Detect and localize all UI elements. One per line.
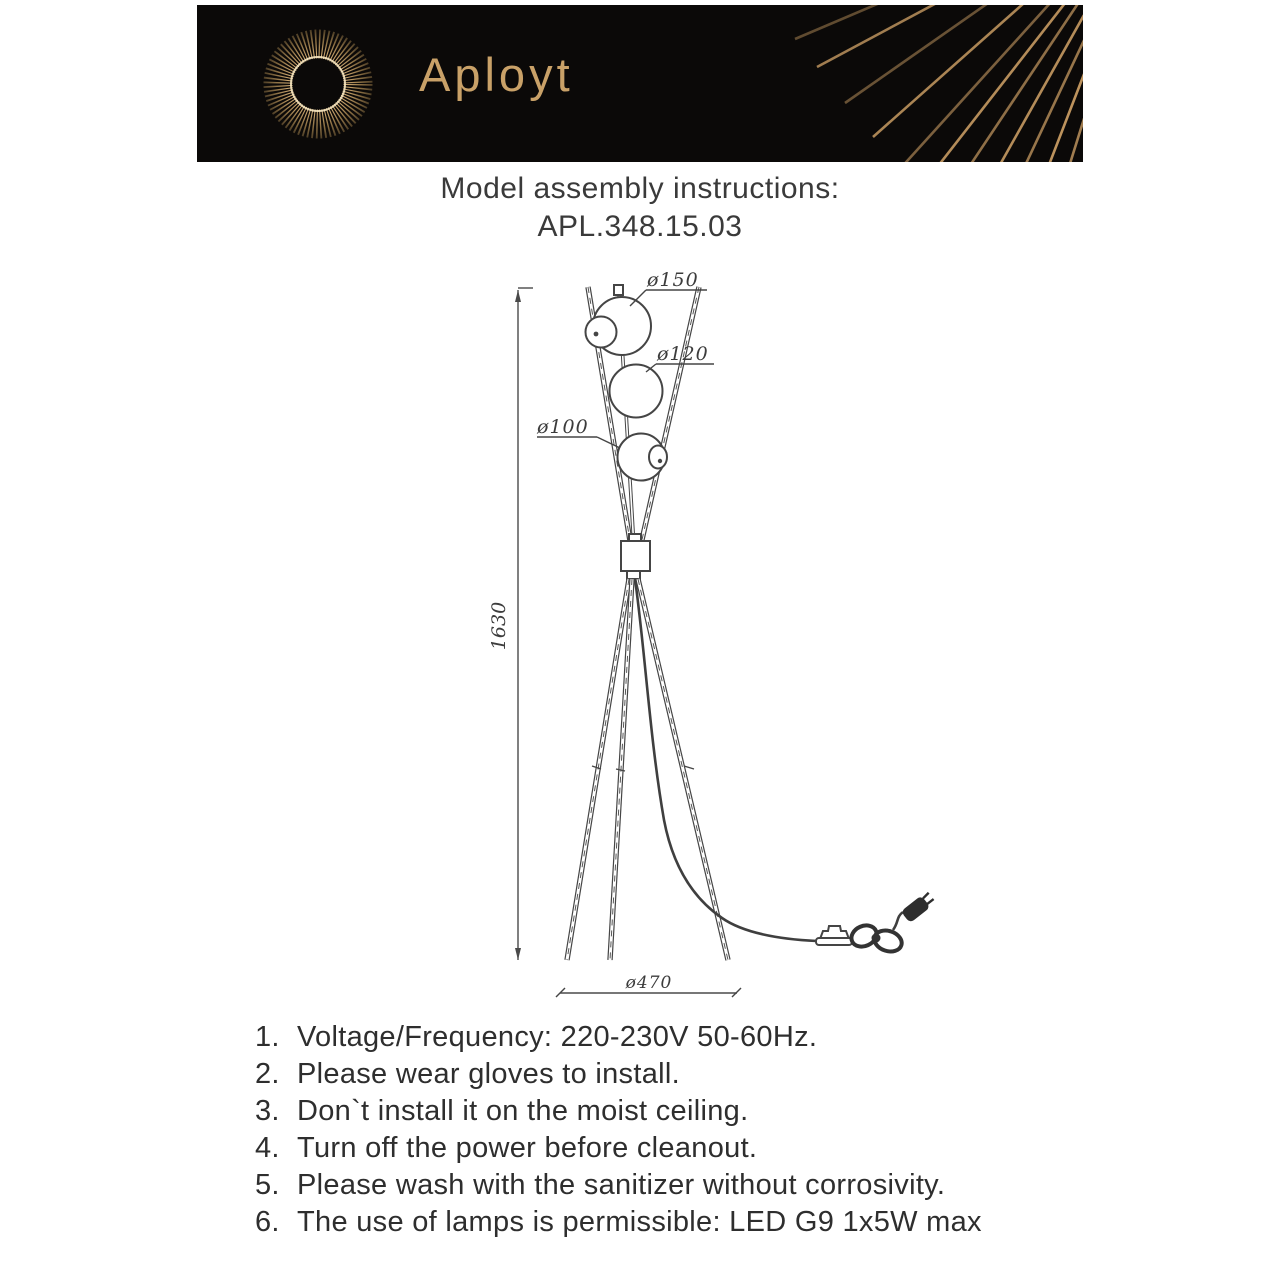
banner-decoration <box>197 5 1083 162</box>
item-number: 6. <box>255 1206 280 1238</box>
item-text: Don`t install it on the moist ceiling. <box>297 1095 749 1127</box>
label-dia-150: ø150 <box>647 269 699 291</box>
plug <box>901 891 936 922</box>
label-base-470: ø470 <box>625 973 673 993</box>
assembly-diagram <box>440 250 960 1020</box>
label-dia-120: ø120 <box>657 343 709 365</box>
item-text: Please wash with the sanitizer without corrosivity. <box>297 1169 946 1201</box>
label-dia-100: ø100 <box>537 416 589 438</box>
item-number: 2. <box>255 1058 280 1090</box>
list-item <box>255 1058 982 1095</box>
corner-rays-decoration <box>795 5 1083 162</box>
list-item <box>255 1169 982 1206</box>
page-title: Model assembly instructions: <box>440 172 840 205</box>
item-number: 3. <box>255 1095 280 1127</box>
lamp-shades <box>586 297 668 481</box>
list-item <box>255 1021 982 1058</box>
brand-banner <box>197 5 1083 162</box>
item-text: Turn off the power before cleanout. <box>297 1132 758 1164</box>
base-dimension <box>556 973 741 997</box>
sunburst-logo-icon <box>278 44 358 124</box>
junction-block <box>621 534 650 579</box>
list-item <box>255 1132 982 1169</box>
list-item <box>255 1206 982 1243</box>
model-number: APL.348.15.03 <box>537 210 743 243</box>
cord-coil <box>848 912 904 955</box>
foot-switch <box>816 926 852 945</box>
item-number: 5. <box>255 1169 280 1201</box>
item-text: Please wear gloves to install. <box>297 1058 680 1090</box>
item-number: 4. <box>255 1132 280 1164</box>
height-dimension <box>488 288 533 960</box>
item-number: 1. <box>255 1021 280 1053</box>
item-text: Voltage/Frequency: 220-230V 50-60Hz. <box>297 1021 818 1053</box>
instructions-list <box>255 1021 982 1243</box>
list-item <box>255 1095 982 1132</box>
title-block <box>0 172 1280 244</box>
brand-wordmark: Aployt <box>419 48 574 101</box>
height-label: 1630 <box>488 601 510 651</box>
item-text: The use of lamps is permissible: LED G9 1x5W max <box>297 1206 982 1238</box>
